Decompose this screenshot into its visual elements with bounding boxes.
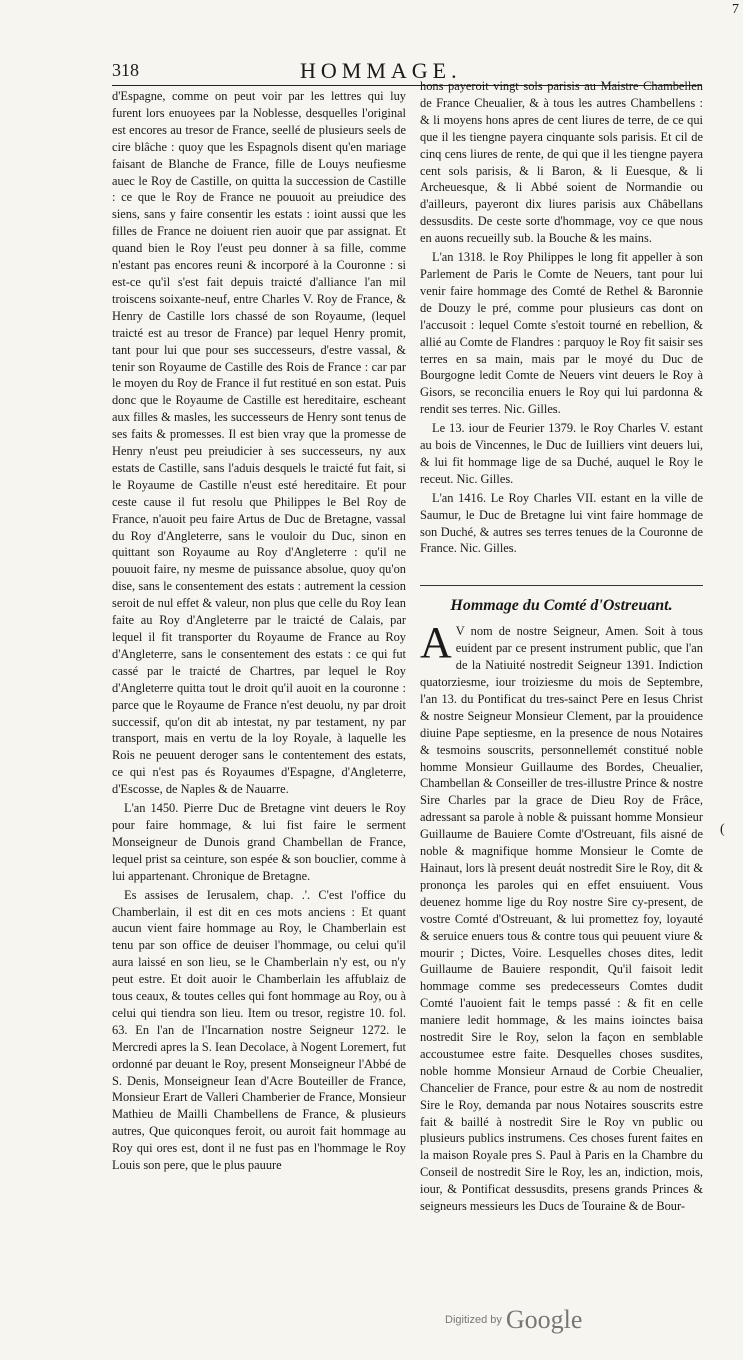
watermark-prefix: Digitized by	[445, 1314, 502, 1326]
page-number: 318	[112, 60, 139, 80]
drop-cap: A	[420, 618, 452, 668]
section-separator	[420, 585, 703, 586]
watermark-brand: Google	[505, 1305, 583, 1334]
left-column	[112, 88, 406, 1174]
section-title: Hommage du Comté d'Ostreuant.	[450, 597, 673, 615]
right-paragraph-4: L'an 1416. Le Roy Charles VII. estant en la ville de Saumur, le Duc de Bretagne lui vint faire hommage de son Duché, & autres ses terres tenues de la Couronne de France. Nic. Gilles.	[420, 490, 703, 556]
section-body	[420, 618, 703, 1215]
right-paragraph-1: hons payeroit vingt sols parisis au Maistre Chambellen de France Cheualier, & à tous les autres Chambellens : & li moyens hons apres de cent liures de terre, de ce qui que il les tiengne payera cinquante sols parisis. Et cil de cinq cens liures de rente, de qui que il les tiengne payera cent sols parisis, & li Baron, & li Euesque, & li Archeuesque, & li Abbé soient de Normandie ou d'ailleurs, payeront dix liures parisis aux Châbellans dessusdits. De ceste sorte d'hommage, voy ce que nous en auons recueilly sub. la Bouche & les mains.	[420, 79, 703, 246]
corner-mark: 7	[732, 2, 739, 17]
right-paragraph-3: Le 13. iour de Feurier 1379. le Roy Charles V. estant au bois de Vincennes, le Duc de Iuilliers vint deuers lui, & lui fit hommage lige de sa Duché, auquel le Roy le receut. Nic. Gilles.	[420, 421, 703, 486]
left-paragraph-3: Es assises de Ierusalem, chap. .'. C'est l'office du Chamberlain, il est dit en ces mots anciens : Et quant aucun vient faire hommage au Roy, le Chamberlain est tenu par son office de deuiser l'hommage, ou celui qu'il aura laissé en son lieu, se le Chamberlain n'y est, ou n'y peut estre. Et doit auoir le Chamberlain les affublaiz de tous ceaux, & toutes celles qui font hommage au Roy, ou à celui qui tiendra son lieu. Item ou tresor, registre 10. fol. 63. En l'an de l'Incarnation nostre Seigneur 1272. le Mercredi apres la S. Iean Decolace, à Nogent Loremert, fut ordonné par deuant le Roy, present Monseigneur l'Abbé de S. Denis, Monseigneur Iean d'Acre Bouteiller de France, Monsieur Erart de Valleri Chamberier de France, Monsieur Mathieu de Mailli Chambellens de France, & plusieurs autres, Que quiconques feroit, ou auroit fait hommage au Roy qui ores est, dont il ne fust pas en l'hommage le Roy Louis son pere, que le plus pauure	[112, 887, 406, 1173]
margin-mark: (	[720, 822, 725, 837]
left-paragraph-2: L'an 1450. Pierre Duc de Bretagne vint deuers le Roy pour faire hommage, & lui fist faire le serment Monseigneur de Dunois grand Chambellan de France, lequel prist sa ceinture, son espée & son bouclier, comme à lui appartenant. Chronique de Bretagne.	[112, 801, 406, 883]
section-body-text: V nom de nostre Seigneur, Amen. Soit à tous euident par ce present instrument public, que l'an de la Natiuité nostredit Seigneur 1391. Indiction quatorziesme, iour troiziesme du mois de Septembre, l'an 13. du Pontificat du tres-sainct Pere en Iesus Christ & nostre Seigneur Monsieur Clement, par la prouidence diuine Pape septiesme, en la presence de nous Notaires & tesmoins souscrits, personnellemét constitué noble homme Monsieur Guillaume des Bordes, Cheualier, Chambellan & Conseiller de tres-illustre Prince & nostre Sire Charles par la grace de Dieu Roy de Frâce, adressant sa parole à noble & puissant homme Monsieur Guillaume de Bauiere Comte d'Ostreuant, fils aisné de noble & magnifique homme Monsieur le Comte de Hainaut, lors là present deuát nostredit Sire le Roy, dit & prononça les paroles qui en effet ensuiuent. Vous deuenez homme lige du Roy nostre Sire cy-present, de vostre Comté d'Ostreuant, & lui promettez foy, loyauté & seruice enuers tous & contre tous qui peuuent viure & mourir ; Dictes, Voire. Lesquelles choses dites, ledit Guillaume de Bauiere respondit, Qu'il faisoit ledit hommage comme ses predecesseurs Comtes dudit Comté l'auoient fait le temps passé : & fit en celle maniere ledit hommage, & les mains ioinctes baisa nostredit Sire le Roy, selon la façon en semblable accoustumee estre faite. Desquelles choses susdites, noble homme Monsieur Arnaud de Corbie Cheualier, Chancelier de France, pour estre & au nom de nostredit Sire le Roy, demanda par nous Notaires souscrits estre fait & baillé à nostredit Sire le Roy vn public ou plusieurs publics instrumens. Ces choses furent faites en la maison Royale pres S. Paul à Paris en la Chambre du Conseil de nostredit Sire le Roy, les an, indiction, mois, iour, & Pontificat dessusdits, presens grands Princes & seigneurs messieurs les Ducs de Touraine & de Bour-	[420, 624, 703, 1214]
digitized-watermark	[445, 1305, 582, 1335]
right-column	[420, 78, 703, 1215]
running-title: HOMMAGE.	[300, 58, 462, 83]
right-paragraph-2: L'an 1318. le Roy Philippes le long fit appeller à son Parlement de Paris le Comte de Neuers, tant pour lui venir faire hommage des Comté de Rethel & Baronnie de Douzy le pré, comme pour plusieurs cas dont on l'accusoit : lequel Comte s'estoit tourné en rebellion, & allié au Comte de Flandres : parquoy le Roy fit saisir ses terres en sa main, mais par le moyé du Duc de Bourgogne ledit Comte de Neuers vint deuers le Roy à Gisors, se reconcilia enuers le Roy qui lui pardonna & rendit ses terres. Nic. Gilles.	[420, 250, 703, 417]
left-paragraph-1: d'Espagne, comme on peut voir par les lettres qui luy furent lors enuoyees par la Noblesse, desquelles l'original est encores au tresor de France, seellé de plusieurs seels de cire blâche : quoy que les Espagnols disent qu'en mariage faisant de Blanche de France, fille de Louys neufiesme auec le Roy de Castille, on quitta la succession de Castille : ce que le Roy de France ne pouuoit au preiudice des siens, sans y faire consentir les estats : ioint aussi que les filles de France ne doiuent rien auoir que par assignat. Et quand bien le Roy l'eust peu donner à sa fille, comme n'estant pas encores reuni & incorporé à la Couronne : si est-ce qu'il s'est fait depuis traicté d'alliance l'an mil troiscens soixante-neuf, entre Charles V. Roy de France, & Henry de Castille lors chassé de son Royaume, (lequel traicté est au tresor de France) par lequel Henry promit, tant pour lui que pour ses successeurs, d'estre vassal, & tenir son Royaume de Castille des Rois de France : car par le moyen du Roy de France il fut restitué en son estat. Puis donc que le Royaume de Castille est hereditaire, escheant aux filles & masles, les successeurs de Henry sont tenus de ses faits & promesses. Il est bien vray que la promesse de Henry n'eust peu preiudicier à ses successeurs, ny aux estats de Castille, sans l'aduis desquels le traicté fut fait, si le Royaume de Castille n'eust esté hereditaire. Et pour ceste cause il fut resolu que Philippes le Bel Roy de France, n'auoit peu faire Artus de Duc de Bretagne, vassal du Roy d'Angleterre, sans le vouloir du Duc, sinon en quittant son Royaume au Roy d'Angleterre : qu'il ne pouuoit faire, ny mesme de puissance absolue, quoy qu'on dise, sans le consentement des estats : autrement la cession seroit de nul effet & valeur, non plus que celle du Roy Iean faite au Roy d'Angleterre par le traicté de Calais, par lequel il fit transporter du Royaume de France au Roy d'Angleterre, sans le consentement des estats : ce qui fut cassé par le traicté de Chartres, par lequel le Roy d'Angleterre quitta tout le droit qu'il auoit en la couronne : parce que le Royaume de France n'est deuolu, ny par droit successif, qu'on dit ab intestat, ny par testament, ny par transport, mais en vertu de la loy Royale, à laquelle les Rois ne peuuent deroger sans le contentement des estats, ce qui n'est pas és Royaumes d'Espagne, d'Angleterre, d'Escosse, de Naples & de Nauarre.	[112, 89, 406, 797]
